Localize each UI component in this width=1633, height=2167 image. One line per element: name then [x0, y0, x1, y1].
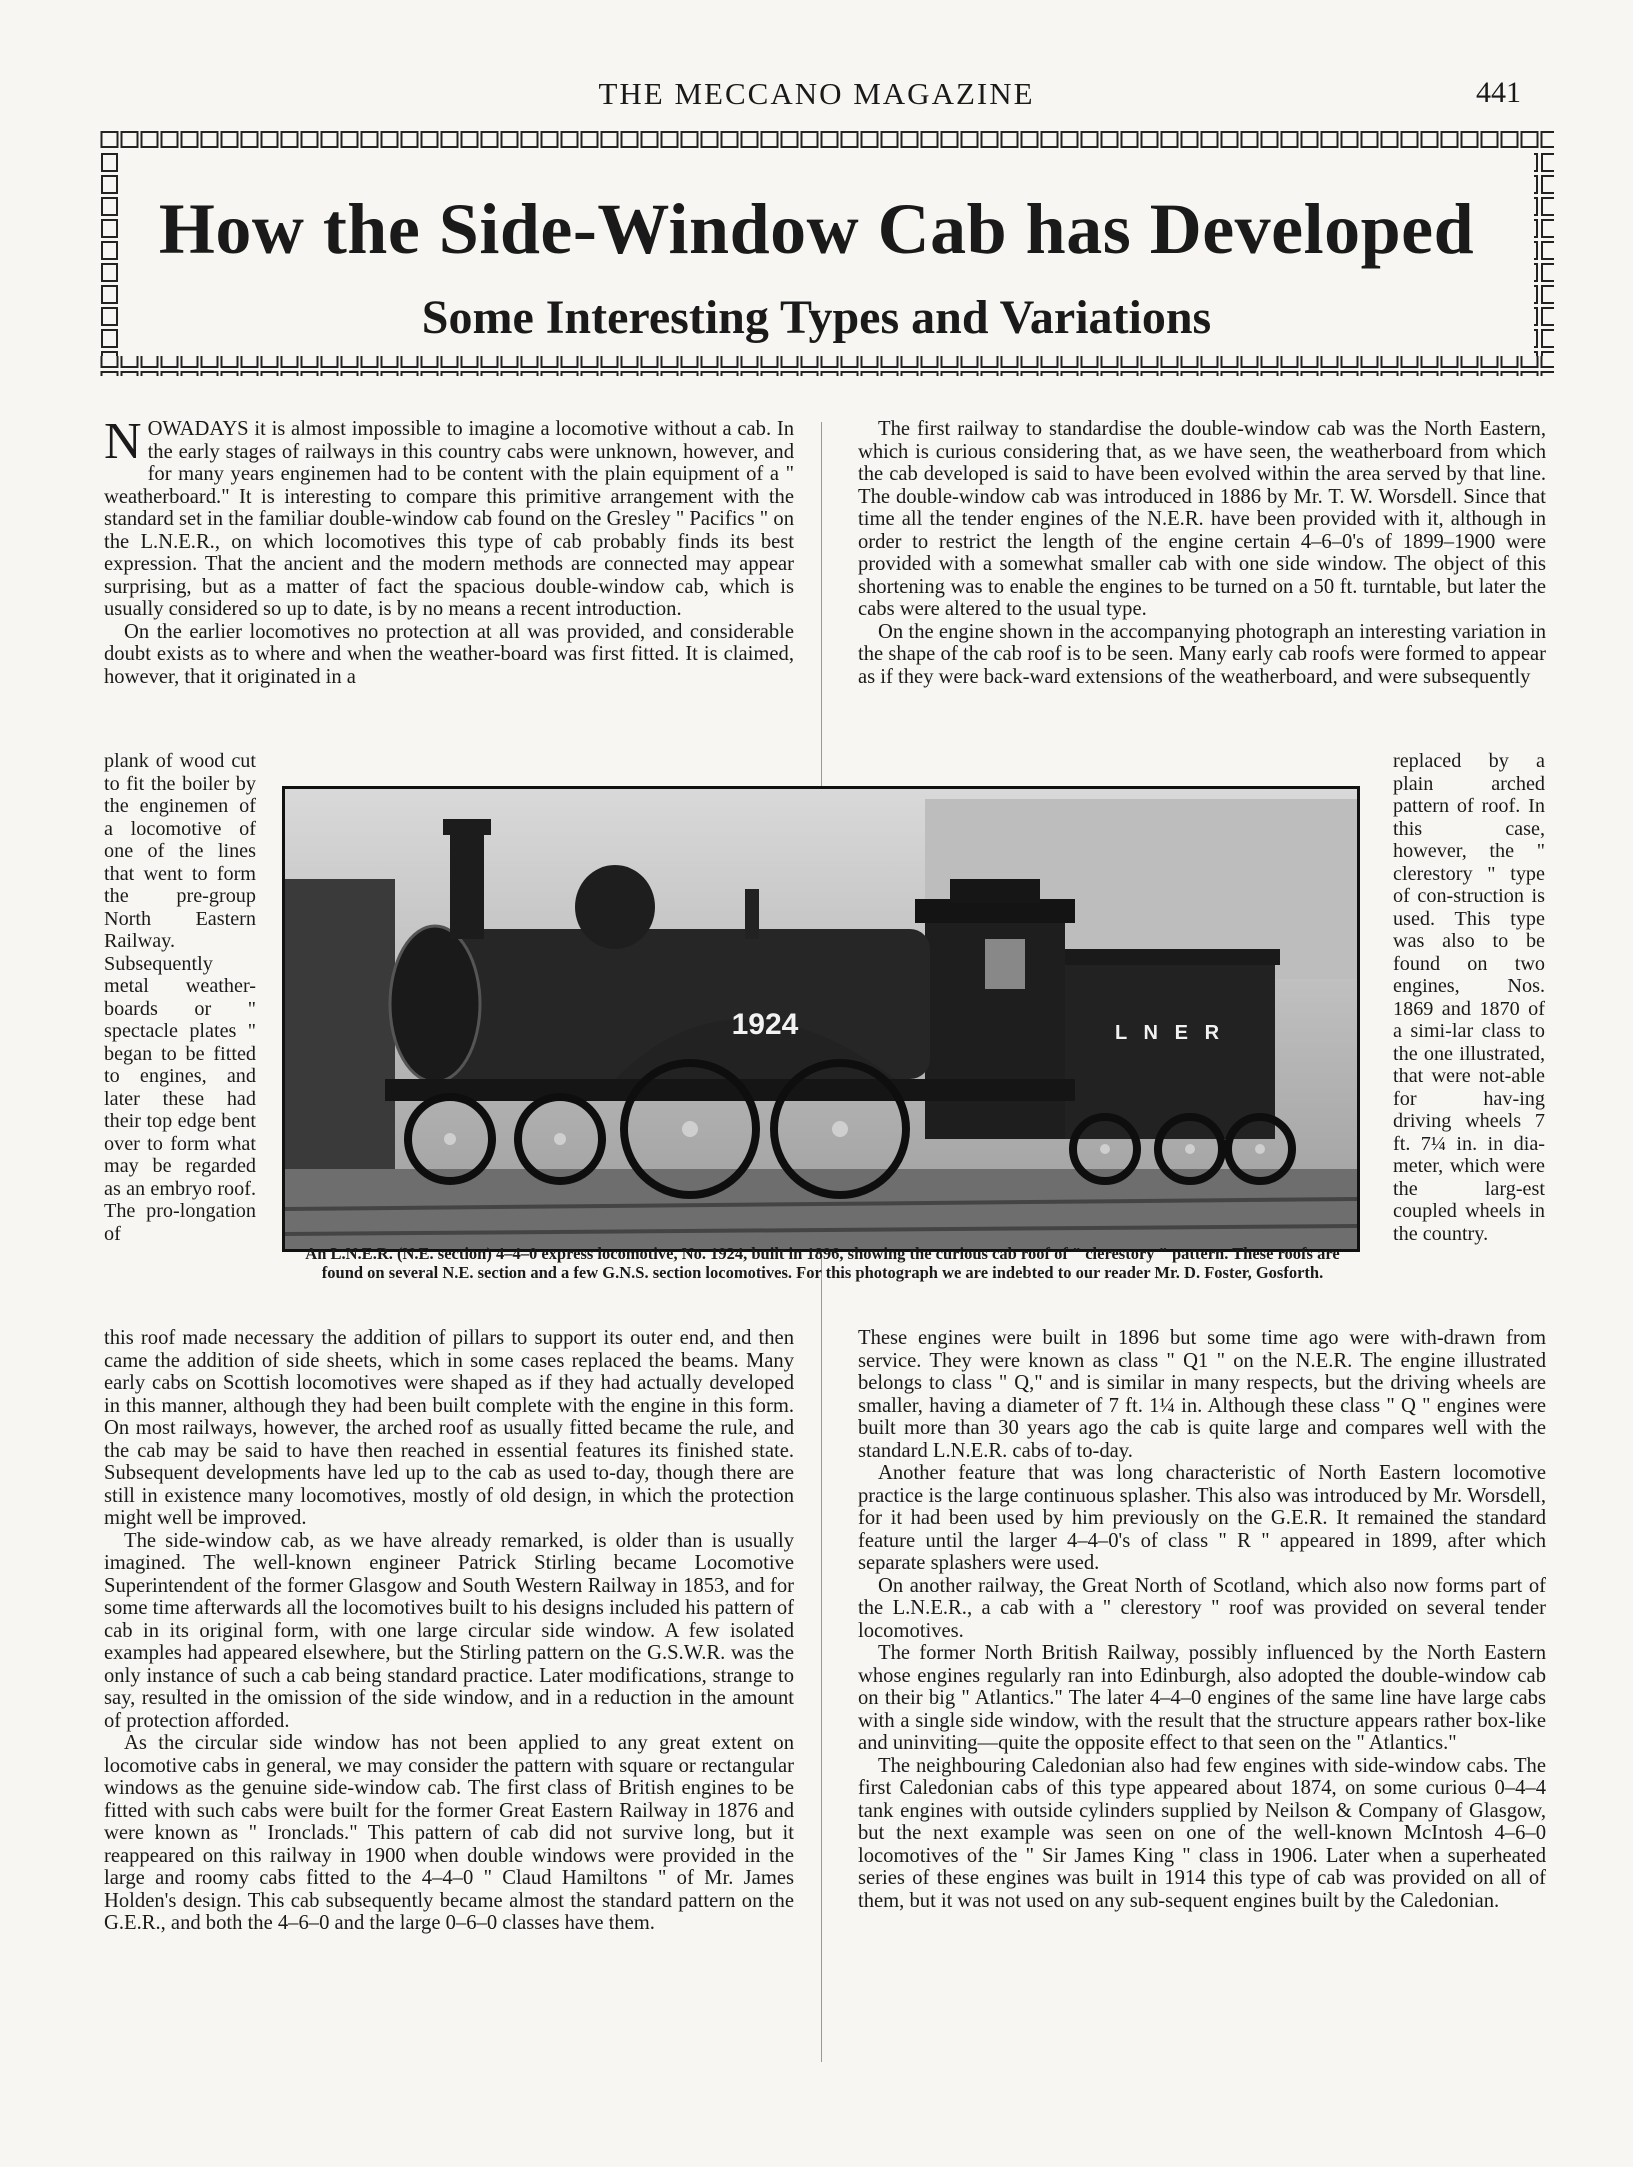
engine-number: 1924 [731, 1008, 799, 1041]
right-paragraph-1: The first railway to standardise the double-window cab was the North Eastern, which is curious considering that, as we have seen, the weatherboard from which the cab developed is said to have been evolved within the area served by that line. The double-window cab was introduced in 1886 by Mr. T. W. Worsdell. Since that time all the tender engines of the N.E.R. have been provided with it, although in order to restrict the length of the engine certain 4–6–0's of 1899–1900 were provided with a somewhat smaller cab with one side window. The object of this shortening was to enable the engines to be turned on a 50 ft. turntable, but later the cabs were altered to the usual type. [858, 418, 1546, 620]
left-paragraph-3: this roof made necessary the addition of pillars to support its outer end, and then came the addition of side sheets, which in some cases replaced the beams. Many early cabs on Scottish locomotives were shaped as if they had actually developed in this manner, although they had been built complete with the engine in this form. On most railways, however, the arched roof as usually fitted became the rule, and the cab may be said to have then reached in essential features its finished state. Subsequent developments have led up to the cab as used to-day, though there are still in existence many locomotives, mostly of old design, in which the protection might well be improved. [104, 1327, 794, 1529]
locomotive-photograph [282, 786, 1360, 1252]
left-paragraph-2: On the earlier locomotives no protection at all was provided, and considerable doubt exists as to where and when the weather-board was first fitted. It is claimed, however, that it originated in a [104, 620, 794, 688]
right-paragraph-7: The neighbouring Caledonian also had few engines with side-window cabs. The first Caledonian cabs of this type appeared about 1874, on some curious 0–4–4 tank engines with outside cylinders supplied by Neilson & Company of Glasgow, but the next example was seen on one of the well-known McIntosh 4–6–0 locomotives of the " Sir James King " class in 1906. Later when a superheated series of these engines was built in 1914 this type of cab was provided on all of them, but it was not used on any sub-sequent engines built by the Caledonian. [858, 1754, 1546, 1912]
photo-caption: An L.N.E.R. (N.E. section) 4–4–0 express locomotive, No. 1924, built in 1896, showing the curious cab roof of " clerestory " pattern. These roofs are found on several N.E. section and a few G.N.S. section locomotives. For this photograph we are indebted to our reader Mr. D. Foster, Gosforth. [305, 1244, 1340, 1282]
left-column-wrap-text: plank of wood cut to fit the boiler by the enginemen of a locomotive of one of the lines that went to form the pre-group North Eastern Railway. Subsequently metal weather-boards or " spectacle plates " began to be fitted to engines, and later these had their top edge bent over to form what may be regarded as an embryo roof. The pro-longation of [104, 750, 256, 1245]
right-column-top [858, 418, 1546, 688]
running-header [0, 76, 1633, 120]
right-paragraph-3: These engines were built in 1896 but some time ago were with-drawn from service. They were known as class " Q1 " on the N.E.R. The engine illustrated belongs to class " Q," and is similar in many respects, but the driving wheels are smaller, having a diameter of 7 ft. 1¼ in. Although these class " Q " engines were built more than 30 years ago the cab is quite large and compares well with the standard L.N.E.R. cabs of to-day. [858, 1327, 1546, 1462]
right-paragraph-2: On the engine shown in the accompanying photograph an interesting variation in the shape of the cab roof is to be seen. Many early cab roofs were formed to appear as if they were back-ward extensions of the weatherboard, and were subsequently [858, 620, 1546, 688]
left-paragraph-5: As the circular side window has not been applied to any great extent on locomotive cabs in general, we may consider the pattern with square or rectangular windows as the genuine side-window cab. The first class of British engines to be fitted with such cabs were built for the former Great Eastern Railway in 1876 and were known as " Ironclads." This pattern of cab did not survive long, but it reappeared on this railway in 1900 when double windows were provided in the large and roomy cabs fitted to the 4–4–0 " Claud Hamiltons " of Mr. James Holden's design. This cab subsequently became almost the standard pattern on the G.E.R., and both the 4–6–0 and the large 0–6–0 classes have them. [104, 1732, 794, 1934]
article-title: How the Side-Window Cab has Developed [158, 189, 1475, 269]
right-paragraph-5: On another railway, the Great North of Scotland, which also now forms part of the L.N.E.R., a cab with a " clerestory " roof was provided on several tender locomotives. [858, 1574, 1546, 1642]
left-paragraph-1: OWADAYS it is almost impossible to imagine a locomotive without a cab. In the early stages of railways in this country cabs were unknown, however, and for many years enginemen had to be content with the plain equipment of a " weatherboard." It is interesting to compare this primitive arrangement with the standard set in the familiar double-window cab found on the Gresley " Pacifics " on the L.N.E.R., on which locomotives this type of cab probably finds its best expression. That the ancient and the modern methods are connected may appear surprising, but as a matter of fact the spacious double-window cab, which is usually considered so up to date, is by no means a recent introduction. [104, 418, 794, 620]
right-paragraph-4: Another feature that was long characteristic of North Eastern locomotive practice is the large continuous splasher. This also was introduced by Mr. Worsdell, for it had been used by him previously on the G.E.R. It remained the standard feature until the larger 4–4–0's of class " R " appeared in 1899, after which separate splashers were used. [858, 1462, 1546, 1574]
left-column-bottom [104, 1327, 794, 1935]
right-column-bottom [858, 1327, 1546, 1912]
right-paragraph-6: The former North British Railway, possibly influenced by the North Eastern whose engines regularly ran into Edinburgh, also adopted the double-window cab on their big " Atlantics." The later 4–4–0 engines of the same line have large cabs with a single side window, with the result that the structure appears rather box-like and uninviting—quite the opposite effect to that seen on the " Atlantics." [858, 1642, 1546, 1754]
locomotive-illustration [285, 789, 1357, 1249]
tender-lettering: L N E R [1114, 1022, 1220, 1044]
right-column-wrap-text: replaced by a plain arched pattern of roof. In this case, however, the " clerestory " type of con-struction is used. This type was also to be found on two engines, Nos. 1869 and 1870 of a simi-lar class to the one illustrated, that were not-able for hav-ing driving wheels 7 ft. 7¼ in. in dia-meter, which were the larg-est coupled wheels in the country. [1393, 750, 1545, 1245]
left-column-top [104, 413, 794, 688]
drop-cap: N [104, 413, 142, 470]
page-number: 441 [1476, 76, 1521, 109]
magazine-title: THE MECCANO MAGAZINE [598, 76, 1035, 111]
left-paragraph-4: The side-window cab, as we have already remarked, is older than is usually imagined. The well-known engineer Patrick Stirling became Locomotive Superintendent of the former Glasgow and South Western Railway in 1853, and for some time afterwards all the locomotives built to his designs included his pattern of cab in its original form, with one large circular side window. A few isolated examples had appeared elsewhere, but the Stirling pattern on the G.S.W.R. was the only instance of such a cab being standard practice. Later modifications, strange to say, resulted in the omission of the side window, and in a reduction in the amount of protection afforded. [104, 1529, 794, 1732]
article-subtitle: Some Interesting Types and Variations [421, 291, 1212, 344]
